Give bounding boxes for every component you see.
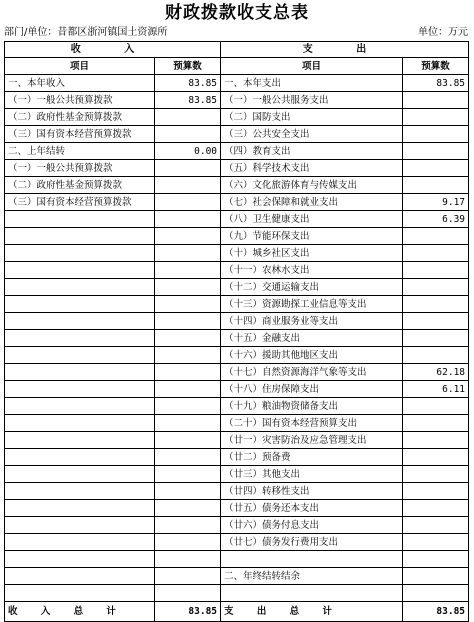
- income-item-cell: （一）一般公共预算拨款: [5, 160, 155, 177]
- expense-amount-cell: [403, 449, 469, 466]
- expense-item-cell: （十三）资源勘探工业信息等支出: [221, 296, 403, 313]
- table-row: [5, 466, 469, 483]
- income-amount-cell: [155, 126, 221, 143]
- expense-item-cell: （八）卫生健康支出: [221, 211, 403, 228]
- expense-item-cell: （二十）国有资本经营预算支出: [221, 415, 403, 432]
- table-row: [5, 211, 469, 228]
- income-amount-cell: [155, 517, 221, 534]
- table-row: [5, 75, 469, 92]
- expense-amount-cell: [403, 109, 469, 126]
- table-row: [5, 143, 469, 160]
- income-amount-cell: [155, 568, 221, 585]
- table-row: [5, 568, 469, 585]
- table-row: [5, 534, 469, 551]
- income-item-cell: [5, 296, 155, 313]
- expense-item-cell: （五）科学技术支出: [221, 160, 403, 177]
- income-amount-header: 预算数: [155, 58, 221, 75]
- expense-amount-cell: [403, 160, 469, 177]
- table-row: [5, 517, 469, 534]
- expense-item-cell: [221, 551, 403, 568]
- income-item-cell: [5, 279, 155, 296]
- income-item-cell: [5, 466, 155, 483]
- income-item-cell: [5, 585, 155, 602]
- expense-amount-cell: 6.11: [403, 381, 469, 398]
- expense-amount-cell: [403, 143, 469, 160]
- expense-item-cell: （二）国防支出: [221, 109, 403, 126]
- table-row: [5, 347, 469, 364]
- income-item-cell: [5, 262, 155, 279]
- income-amount-cell: [155, 296, 221, 313]
- income-total-amount: 83.85: [155, 602, 221, 622]
- expense-amount-cell: [403, 415, 469, 432]
- table-row: [5, 483, 469, 500]
- section-header-row: [5, 42, 469, 58]
- expense-item-cell: （三）公共安全支出: [221, 126, 403, 143]
- income-amount-cell: [155, 160, 221, 177]
- expense-item-cell: （六）文化旅游体育与传媒支出: [221, 177, 403, 194]
- income-item-cell: [5, 245, 155, 262]
- expense-total-amount: 83.85: [403, 602, 469, 622]
- expense-amount-header: 预算数: [403, 58, 469, 75]
- income-item-cell: [5, 415, 155, 432]
- income-item-cell: [5, 364, 155, 381]
- table-row: [5, 449, 469, 466]
- income-amount-cell: [155, 415, 221, 432]
- income-amount-cell: [155, 534, 221, 551]
- expense-amount-cell: [403, 262, 469, 279]
- income-amount-cell: [155, 211, 221, 228]
- income-amount-cell: [155, 245, 221, 262]
- table-row: [5, 585, 469, 602]
- income-item-header: 项目: [5, 58, 155, 75]
- income-item-cell: [5, 517, 155, 534]
- income-amount-cell: [155, 313, 221, 330]
- income-amount-cell: [155, 432, 221, 449]
- income-amount-cell: [155, 347, 221, 364]
- table-row: [5, 279, 469, 296]
- table-row: [5, 415, 469, 432]
- expense-item-cell: （十四）商业服务业等支出: [221, 313, 403, 330]
- expense-section-header: 支 出: [221, 42, 469, 58]
- expense-item-cell: （廿六）债务付息支出: [221, 517, 403, 534]
- income-amount-cell: [155, 364, 221, 381]
- expense-item-cell: （廿四）转移性支出: [221, 483, 403, 500]
- income-amount-cell: 0.00: [155, 143, 221, 160]
- table-row: [5, 551, 469, 568]
- expense-item-cell: （十七）自然资源海洋气象等支出: [221, 364, 403, 381]
- expense-item-cell: （九）节能环保支出: [221, 228, 403, 245]
- income-amount-cell: 83.85: [155, 92, 221, 109]
- table-row: [5, 330, 469, 347]
- income-item-cell: [5, 381, 155, 398]
- income-item-cell: [5, 568, 155, 585]
- expense-item-cell: （廿五）债务还本支出: [221, 500, 403, 517]
- income-item-cell: （三）国有资本经营预算拨款: [5, 126, 155, 143]
- income-item-cell: （一）一般公共预算拨款: [5, 92, 155, 109]
- expense-item-cell: （十六）援助其他地区支出: [221, 347, 403, 364]
- expense-amount-cell: [403, 330, 469, 347]
- table-row: [5, 500, 469, 517]
- budget-table: [4, 41, 469, 622]
- expense-amount-cell: 6.39: [403, 211, 469, 228]
- expense-amount-cell: [403, 517, 469, 534]
- table-row: [5, 92, 469, 109]
- income-amount-cell: [155, 449, 221, 466]
- expense-item-cell: （廿一）灾害防治及应急管理支出: [221, 432, 403, 449]
- income-section-header: 收 入: [5, 42, 221, 58]
- income-item-cell: [5, 534, 155, 551]
- expense-item-cell: （十八）住房保障支出: [221, 381, 403, 398]
- income-amount-cell: [155, 398, 221, 415]
- income-amount-cell: [155, 381, 221, 398]
- expense-amount-cell: [403, 466, 469, 483]
- income-amount-cell: [155, 279, 221, 296]
- expense-amount-cell: [403, 296, 469, 313]
- income-item-cell: [5, 313, 155, 330]
- expense-amount-cell: [403, 398, 469, 415]
- expense-item-cell: （一）一般公共服务支出: [221, 92, 403, 109]
- expense-amount-cell: [403, 313, 469, 330]
- table-row: [5, 313, 469, 330]
- department-label: 部门/单位：昔都区浙河镇国土资源所: [4, 27, 168, 38]
- expense-item-cell: （廿七）债务发行费用支出: [221, 534, 403, 551]
- expense-amount-cell: [403, 126, 469, 143]
- expense-item-cell: （十九）粮油物资储备支出: [221, 398, 403, 415]
- expense-amount-cell: 62.18: [403, 364, 469, 381]
- income-item-cell: （二）政府性基金预算拨款: [5, 177, 155, 194]
- table-row: [5, 296, 469, 313]
- income-amount-cell: [155, 109, 221, 126]
- table-row: [5, 381, 469, 398]
- income-amount-cell: [155, 330, 221, 347]
- income-item-cell: [5, 330, 155, 347]
- income-amount-cell: [155, 228, 221, 245]
- income-amount-cell: [155, 466, 221, 483]
- totals-row: [5, 602, 469, 622]
- table-row: [5, 194, 469, 211]
- expense-amount-cell: [403, 483, 469, 500]
- table-row: [5, 432, 469, 449]
- table-row: [5, 245, 469, 262]
- column-header-row: [5, 58, 469, 75]
- document-title: 财政拨款收支总表: [165, 3, 309, 23]
- income-item-cell: （三）国有资本经营预算拨款: [5, 194, 155, 211]
- table-row: [5, 177, 469, 194]
- expense-amount-cell: [403, 534, 469, 551]
- unit-label: 单位：万元: [418, 27, 468, 38]
- income-amount-cell: [155, 262, 221, 279]
- expense-amount-cell: 83.85: [403, 75, 469, 92]
- expense-amount-cell: 9.17: [403, 194, 469, 211]
- table-row: [5, 160, 469, 177]
- income-item-cell: [5, 398, 155, 415]
- income-item-cell: [5, 449, 155, 466]
- income-item-cell: 二、上年结转: [5, 143, 155, 160]
- income-item-cell: [5, 347, 155, 364]
- expense-item-cell: （廿二）预备费: [221, 449, 403, 466]
- expense-amount-cell: [403, 432, 469, 449]
- table-row: [5, 262, 469, 279]
- expense-item-cell: （十五）金融支出: [221, 330, 403, 347]
- expense-item-cell: 一、本年支出: [221, 75, 403, 92]
- income-item-cell: [5, 500, 155, 517]
- income-amount-cell: [155, 551, 221, 568]
- income-item-cell: [5, 432, 155, 449]
- expense-amount-cell: [403, 245, 469, 262]
- table-row: [5, 364, 469, 381]
- expense-amount-cell: [403, 177, 469, 194]
- income-item-cell: [5, 211, 155, 228]
- expense-amount-cell: [403, 568, 469, 585]
- expense-amount-cell: [403, 347, 469, 364]
- expense-item-header: 项目: [221, 58, 403, 75]
- income-item-cell: 一、本年收入: [5, 75, 155, 92]
- table-row: [5, 109, 469, 126]
- expense-amount-cell: [403, 92, 469, 109]
- income-amount-cell: 83.85: [155, 75, 221, 92]
- income-item-cell: [5, 228, 155, 245]
- income-amount-cell: [155, 585, 221, 602]
- expense-item-cell: （十一）农林水支出: [221, 262, 403, 279]
- expense-amount-cell: [403, 279, 469, 296]
- expense-total-label: 支 出 总 计: [221, 602, 403, 622]
- expense-amount-cell: [403, 551, 469, 568]
- income-amount-cell: [155, 177, 221, 194]
- expense-item-cell: （七）社会保障和就业支出: [221, 194, 403, 211]
- expense-amount-cell: [403, 500, 469, 517]
- table-row: [5, 126, 469, 143]
- expense-item-cell: （十）城乡社区支出: [221, 245, 403, 262]
- expense-item-cell: 二、年终结转结余: [221, 568, 403, 585]
- income-total-label: 收 入 总 计: [5, 602, 155, 622]
- expense-amount-cell: [403, 228, 469, 245]
- income-item-cell: [5, 551, 155, 568]
- income-amount-cell: [155, 483, 221, 500]
- expense-item-cell: （四）教育支出: [221, 143, 403, 160]
- income-item-cell: [5, 483, 155, 500]
- expense-item-cell: （廿三）其他支出: [221, 466, 403, 483]
- table-row: [5, 228, 469, 245]
- expense-amount-cell: [403, 585, 469, 602]
- expense-item-cell: （十二）交通运输支出: [221, 279, 403, 296]
- table-row: [5, 398, 469, 415]
- income-amount-cell: [155, 500, 221, 517]
- expense-item-cell: [221, 585, 403, 602]
- income-item-cell: （二）政府性基金预算拨款: [5, 109, 155, 126]
- income-amount-cell: [155, 194, 221, 211]
